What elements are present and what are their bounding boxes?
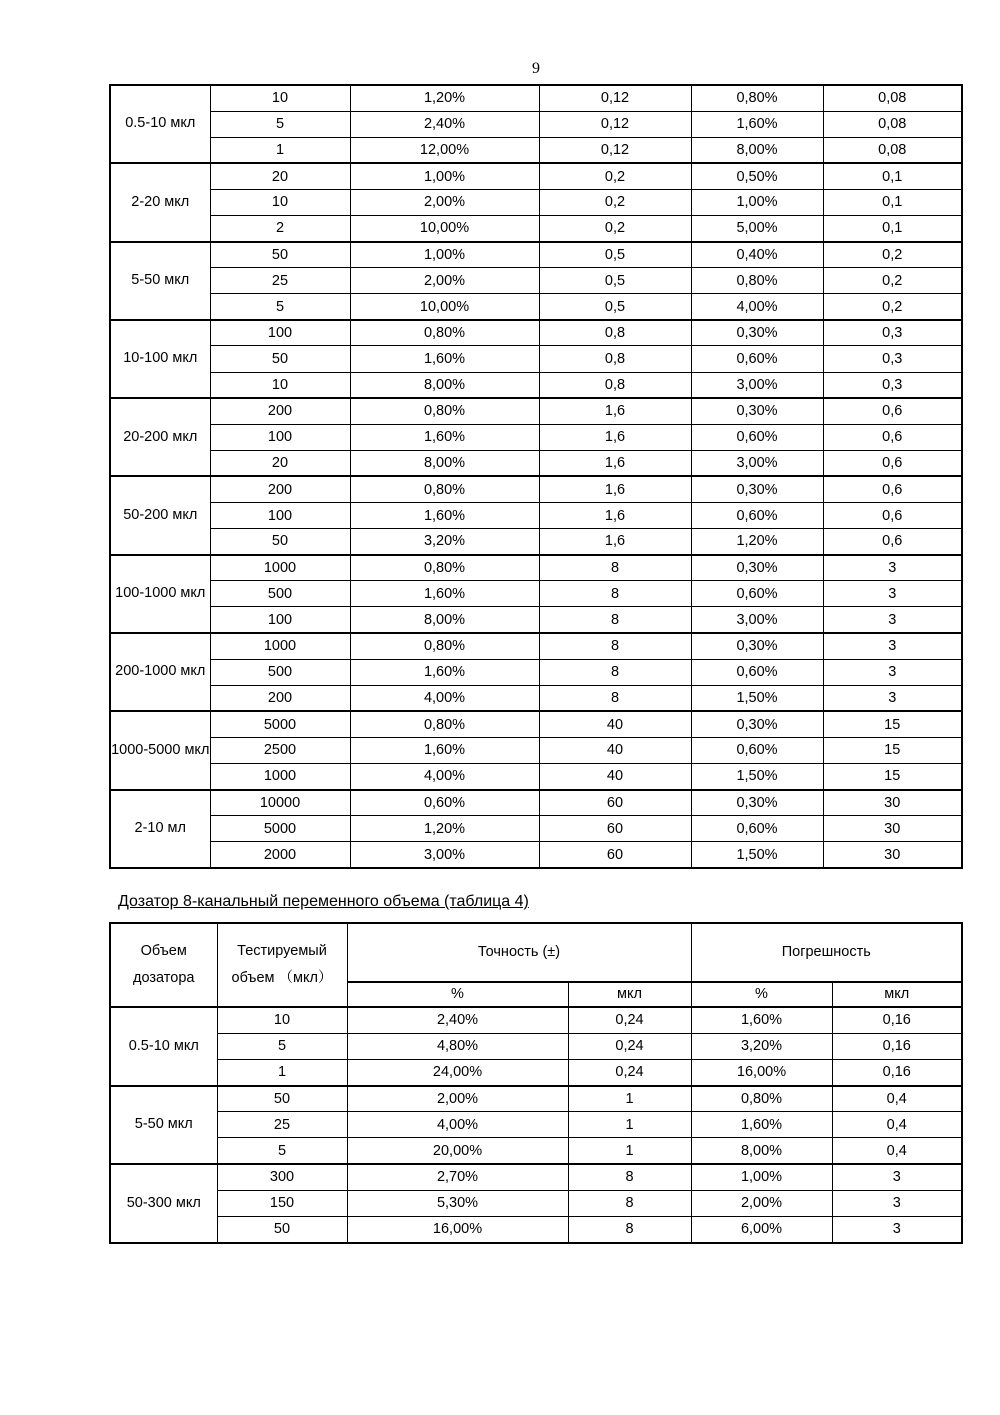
tested-volume-cell: 20 (210, 450, 350, 476)
tested-volume-cell: 50 (210, 242, 350, 268)
tested-volume-cell: 200 (210, 398, 350, 424)
table-row (110, 1190, 962, 1216)
error-percent-cell: 0,60% (691, 503, 823, 529)
accuracy-percent-cell: 2,40% (347, 1007, 568, 1033)
tested-volume-cell: 50 (217, 1086, 347, 1112)
volume-range-cell: 20-200 мкл (110, 398, 210, 476)
error-percent-cell: 1,60% (691, 1007, 832, 1033)
tested-volume-cell: 1000 (210, 555, 350, 581)
error-percent-cell: 0,30% (691, 711, 823, 737)
header-error-percent: % (691, 982, 832, 1007)
tested-volume-cell: 10 (210, 189, 350, 215)
error-percent-cell: 0,60% (691, 816, 823, 842)
table-row (110, 503, 962, 529)
accuracy-percent-cell: 8,00% (350, 372, 539, 398)
table-row (110, 633, 962, 659)
accuracy-percent-cell: 1,60% (350, 737, 539, 763)
accuracy-volume-cell: 40 (539, 737, 691, 763)
tested-volume-cell: 300 (217, 1164, 347, 1190)
accuracy-volume-cell: 0,24 (568, 1033, 691, 1059)
header-tested-volume: Тестируемый объем （мкл） (217, 923, 347, 1007)
error-percent-cell: 8,00% (691, 137, 823, 163)
tested-volume-cell: 50 (217, 1217, 347, 1243)
accuracy-percent-cell: 1,60% (350, 581, 539, 607)
accuracy-percent-cell: 0,80% (350, 320, 539, 346)
accuracy-volume-cell: 1 (568, 1138, 691, 1164)
error-percent-cell: 3,20% (691, 1033, 832, 1059)
error-percent-cell: 4,00% (691, 294, 823, 320)
error-percent-cell: 0,30% (691, 790, 823, 816)
error-volume-cell: 15 (823, 763, 962, 789)
table-row (110, 1112, 962, 1138)
table-row (110, 1007, 962, 1033)
accuracy-volume-cell: 0,5 (539, 294, 691, 320)
accuracy-volume-cell: 0,8 (539, 320, 691, 346)
error-volume-cell: 3 (823, 659, 962, 685)
error-volume-cell: 0,08 (823, 137, 962, 163)
accuracy-volume-cell: 8 (539, 659, 691, 685)
table-row (110, 85, 962, 111)
tested-volume-cell: 50 (210, 346, 350, 372)
table-row (110, 763, 962, 789)
accuracy-percent-cell: 8,00% (350, 607, 539, 633)
accuracy-percent-cell: 1,60% (350, 659, 539, 685)
accuracy-percent-cell: 2,00% (350, 189, 539, 215)
table-row (110, 268, 962, 294)
accuracy-volume-cell: 1 (568, 1086, 691, 1112)
accuracy-percent-cell: 0,80% (350, 633, 539, 659)
table-row (110, 424, 962, 450)
accuracy-percent-cell: 24,00% (347, 1059, 568, 1085)
accuracy-volume-cell: 0,5 (539, 242, 691, 268)
accuracy-volume-cell: 40 (539, 763, 691, 789)
accuracy-percent-cell: 4,80% (347, 1033, 568, 1059)
tested-volume-cell: 5 (217, 1138, 347, 1164)
error-percent-cell: 0,30% (691, 555, 823, 581)
tested-volume-cell: 2000 (210, 842, 350, 868)
volume-range-cell: 5-50 мкл (110, 1086, 217, 1165)
table-row (110, 581, 962, 607)
error-percent-cell: 0,60% (691, 581, 823, 607)
error-volume-cell: 0,16 (832, 1033, 962, 1059)
table-row (110, 294, 962, 320)
accuracy-percent-cell: 2,40% (350, 111, 539, 137)
error-percent-cell: 0,80% (691, 268, 823, 294)
header-dispenser-volume: Объем дозатора (110, 923, 217, 1007)
accuracy-volume-cell: 0,12 (539, 111, 691, 137)
accuracy-volume-cell: 0,8 (539, 346, 691, 372)
error-volume-cell: 0,2 (823, 294, 962, 320)
table-row (110, 163, 962, 189)
accuracy-volume-cell: 1,6 (539, 529, 691, 555)
accuracy-volume-cell: 8 (568, 1217, 691, 1243)
error-volume-cell: 0,08 (823, 111, 962, 137)
accuracy-volume-cell: 8 (539, 685, 691, 711)
tested-volume-cell: 5000 (210, 816, 350, 842)
accuracy-volume-cell: 1,6 (539, 450, 691, 476)
error-percent-cell: 0,60% (691, 737, 823, 763)
error-volume-cell: 0,1 (823, 215, 962, 241)
error-volume-cell: 30 (823, 816, 962, 842)
table-row (110, 737, 962, 763)
accuracy-volume-cell: 0,2 (539, 189, 691, 215)
error-percent-cell: 8,00% (691, 1138, 832, 1164)
table-row (110, 189, 962, 215)
tested-volume-cell: 1000 (210, 763, 350, 789)
tested-volume-cell: 1000 (210, 633, 350, 659)
accuracy-volume-cell: 8 (539, 581, 691, 607)
error-percent-cell: 2,00% (691, 1190, 832, 1216)
error-volume-cell: 3 (832, 1217, 962, 1243)
tested-volume-cell: 50 (210, 529, 350, 555)
table-row (110, 398, 962, 424)
accuracy-volume-cell: 1,6 (539, 424, 691, 450)
table-row (110, 1138, 962, 1164)
tested-volume-cell: 25 (210, 268, 350, 294)
accuracy-percent-cell: 3,20% (350, 529, 539, 555)
accuracy-percent-cell: 1,60% (350, 503, 539, 529)
error-volume-cell: 0,1 (823, 189, 962, 215)
error-percent-cell: 0,60% (691, 424, 823, 450)
accuracy-percent-cell: 1,20% (350, 85, 539, 111)
error-volume-cell: 30 (823, 842, 962, 868)
error-percent-cell: 1,00% (691, 189, 823, 215)
error-volume-cell: 0,3 (823, 372, 962, 398)
accuracy-volume-cell: 40 (539, 711, 691, 737)
error-percent-cell: 1,60% (691, 111, 823, 137)
error-percent-cell: 5,00% (691, 215, 823, 241)
error-percent-cell: 0,30% (691, 320, 823, 346)
table-header-row (110, 923, 962, 982)
tested-volume-cell: 100 (210, 424, 350, 450)
volume-range-cell: 1000-5000 мкл (110, 711, 210, 789)
error-percent-cell: 1,00% (691, 1164, 832, 1190)
error-volume-cell: 0,4 (832, 1138, 962, 1164)
accuracy-volume-cell: 1 (568, 1112, 691, 1138)
tested-volume-cell: 10 (210, 372, 350, 398)
error-volume-cell: 0,6 (823, 476, 962, 502)
error-percent-cell: 3,00% (691, 607, 823, 633)
tested-volume-cell: 10 (217, 1007, 347, 1033)
error-volume-cell: 0,6 (823, 424, 962, 450)
tested-volume-cell: 5 (210, 111, 350, 137)
header-accuracy-ul: мкл (568, 982, 691, 1007)
error-percent-cell: 1,60% (691, 1112, 832, 1138)
table-row (110, 555, 962, 581)
error-percent-cell: 0,30% (691, 398, 823, 424)
accuracy-volume-cell: 0,2 (539, 163, 691, 189)
error-percent-cell: 0,60% (691, 346, 823, 372)
volume-range-cell: 0.5-10 мкл (110, 1007, 217, 1086)
accuracy-volume-cell: 0,2 (539, 215, 691, 241)
error-percent-cell: 0,80% (691, 85, 823, 111)
accuracy-percent-cell: 0,80% (350, 555, 539, 581)
table-row (110, 1164, 962, 1190)
accuracy-percent-cell: 0,80% (350, 476, 539, 502)
accuracy-volume-cell: 0,24 (568, 1007, 691, 1033)
header-error-ul: мкл (832, 982, 962, 1007)
accuracy-percent-cell: 16,00% (347, 1217, 568, 1243)
accuracy-percent-cell: 12,00% (350, 137, 539, 163)
error-volume-cell: 0,3 (823, 320, 962, 346)
volume-range-cell: 10-100 мкл (110, 320, 210, 398)
accuracy-percent-cell: 10,00% (350, 215, 539, 241)
tested-volume-cell: 200 (210, 685, 350, 711)
tested-volume-cell: 1 (210, 137, 350, 163)
error-volume-cell: 3 (823, 685, 962, 711)
tested-volume-cell: 100 (210, 607, 350, 633)
accuracy-percent-cell: 5,30% (347, 1190, 568, 1216)
tested-volume-cell: 2500 (210, 737, 350, 763)
error-volume-cell: 30 (823, 790, 962, 816)
accuracy-volume-cell: 60 (539, 816, 691, 842)
table-row (110, 215, 962, 241)
accuracy-percent-cell: 1,60% (350, 346, 539, 372)
error-volume-cell: 0,6 (823, 398, 962, 424)
tested-volume-cell: 500 (210, 659, 350, 685)
accuracy-percent-cell: 8,00% (350, 450, 539, 476)
tested-volume-cell: 100 (210, 503, 350, 529)
error-percent-cell: 0,50% (691, 163, 823, 189)
tested-volume-cell: 5000 (210, 711, 350, 737)
error-volume-cell: 0,4 (832, 1112, 962, 1138)
table-row (110, 659, 962, 685)
accuracy-volume-cell: 0,12 (539, 137, 691, 163)
error-volume-cell: 0,6 (823, 529, 962, 555)
error-percent-cell: 1,20% (691, 529, 823, 555)
table-row (110, 346, 962, 372)
header-error: Погрешность (691, 923, 962, 982)
tested-volume-cell: 500 (210, 581, 350, 607)
accuracy-table-continued (109, 84, 963, 869)
tested-volume-cell: 10000 (210, 790, 350, 816)
accuracy-percent-cell: 1,20% (350, 816, 539, 842)
accuracy-percent-cell: 0,80% (350, 711, 539, 737)
error-percent-cell: 1,50% (691, 763, 823, 789)
error-percent-cell: 0,30% (691, 633, 823, 659)
accuracy-volume-cell: 1,6 (539, 503, 691, 529)
volume-range-cell: 5-50 мкл (110, 242, 210, 320)
table-row (110, 607, 962, 633)
table-row (110, 1033, 962, 1059)
accuracy-percent-cell: 3,00% (350, 842, 539, 868)
error-percent-cell: 1,50% (691, 842, 823, 868)
table-row (110, 816, 962, 842)
error-volume-cell: 0,6 (823, 503, 962, 529)
header-accuracy-percent: % (347, 982, 568, 1007)
accuracy-volume-cell: 8 (539, 633, 691, 659)
volume-range-cell: 50-300 мкл (110, 1164, 217, 1243)
table-row (110, 242, 962, 268)
accuracy-percent-cell: 2,00% (350, 268, 539, 294)
accuracy-percent-cell: 4,00% (347, 1112, 568, 1138)
error-percent-cell: 0,30% (691, 476, 823, 502)
accuracy-volume-cell: 8 (568, 1164, 691, 1190)
error-percent-cell: 0,80% (691, 1086, 832, 1112)
accuracy-volume-cell: 8 (539, 555, 691, 581)
accuracy-volume-cell: 8 (539, 607, 691, 633)
error-volume-cell: 3 (823, 581, 962, 607)
error-percent-cell: 1,50% (691, 685, 823, 711)
error-volume-cell: 0,4 (832, 1086, 962, 1112)
accuracy-volume-cell: 0,8 (539, 372, 691, 398)
tested-volume-cell: 1 (217, 1059, 347, 1085)
error-volume-cell: 3 (832, 1164, 962, 1190)
error-percent-cell: 3,00% (691, 372, 823, 398)
accuracy-percent-cell: 0,60% (350, 790, 539, 816)
accuracy-volume-cell: 0,24 (568, 1059, 691, 1085)
error-volume-cell: 3 (832, 1190, 962, 1216)
header-accuracy: Точность (±) (347, 923, 691, 982)
error-volume-cell: 0,16 (832, 1007, 962, 1033)
volume-range-cell: 2-20 мкл (110, 163, 210, 241)
table-row (110, 320, 962, 346)
error-volume-cell: 3 (823, 555, 962, 581)
error-volume-cell: 0,16 (832, 1059, 962, 1085)
accuracy-percent-cell: 0,80% (350, 398, 539, 424)
accuracy-volume-cell: 0,5 (539, 268, 691, 294)
accuracy-percent-cell: 1,00% (350, 242, 539, 268)
tested-volume-cell: 100 (210, 320, 350, 346)
accuracy-percent-cell: 4,00% (350, 685, 539, 711)
error-volume-cell: 0,2 (823, 268, 962, 294)
tested-volume-cell: 20 (210, 163, 350, 189)
table-row (110, 1086, 962, 1112)
accuracy-volume-cell: 60 (539, 842, 691, 868)
volume-range-cell: 50-200 мкл (110, 476, 210, 554)
error-percent-cell: 3,00% (691, 450, 823, 476)
table-row (110, 790, 962, 816)
table-row (110, 137, 962, 163)
accuracy-volume-cell: 0,12 (539, 85, 691, 111)
accuracy-volume-cell: 1,6 (539, 476, 691, 502)
error-percent-cell: 0,60% (691, 659, 823, 685)
accuracy-percent-cell: 10,00% (350, 294, 539, 320)
error-volume-cell: 0,1 (823, 163, 962, 189)
tested-volume-cell: 10 (210, 85, 350, 111)
error-percent-cell: 6,00% (691, 1217, 832, 1243)
error-volume-cell: 0,6 (823, 450, 962, 476)
table-row (110, 842, 962, 868)
accuracy-percent-cell: 2,00% (347, 1086, 568, 1112)
error-volume-cell: 0,08 (823, 85, 962, 111)
accuracy-volume-cell: 60 (539, 790, 691, 816)
table-row (110, 476, 962, 502)
page-number: 9 (532, 60, 540, 77)
table-4-8-channel-dispenser (109, 922, 963, 1244)
table-row (110, 450, 962, 476)
error-volume-cell: 0,2 (823, 242, 962, 268)
tested-volume-cell: 2 (210, 215, 350, 241)
table-row (110, 111, 962, 137)
accuracy-percent-cell: 1,60% (350, 424, 539, 450)
table-row (110, 685, 962, 711)
error-volume-cell: 15 (823, 711, 962, 737)
error-volume-cell: 3 (823, 607, 962, 633)
tested-volume-cell: 5 (217, 1033, 347, 1059)
accuracy-percent-cell: 20,00% (347, 1138, 568, 1164)
table-row (110, 529, 962, 555)
error-volume-cell: 15 (823, 737, 962, 763)
section-title: Дозатор 8-канальный переменного объема (таблица 4) (118, 893, 529, 910)
error-percent-cell: 0,40% (691, 242, 823, 268)
accuracy-volume-cell: 8 (568, 1190, 691, 1216)
table-row (110, 711, 962, 737)
tested-volume-cell: 200 (210, 476, 350, 502)
tested-volume-cell: 150 (217, 1190, 347, 1216)
tested-volume-cell: 5 (210, 294, 350, 320)
accuracy-percent-cell: 1,00% (350, 163, 539, 189)
accuracy-percent-cell: 4,00% (350, 763, 539, 789)
table-row (110, 372, 962, 398)
table-row (110, 1059, 962, 1085)
volume-range-cell: 100-1000 мкл (110, 555, 210, 633)
accuracy-percent-cell: 2,70% (347, 1164, 568, 1190)
accuracy-volume-cell: 1,6 (539, 398, 691, 424)
table-row (110, 1217, 962, 1243)
tested-volume-cell: 25 (217, 1112, 347, 1138)
volume-range-cell: 200-1000 мкл (110, 633, 210, 711)
volume-range-cell: 0.5-10 мкл (110, 85, 210, 163)
error-percent-cell: 16,00% (691, 1059, 832, 1085)
volume-range-cell: 2-10 мл (110, 790, 210, 868)
error-volume-cell: 3 (823, 633, 962, 659)
error-volume-cell: 0,3 (823, 346, 962, 372)
